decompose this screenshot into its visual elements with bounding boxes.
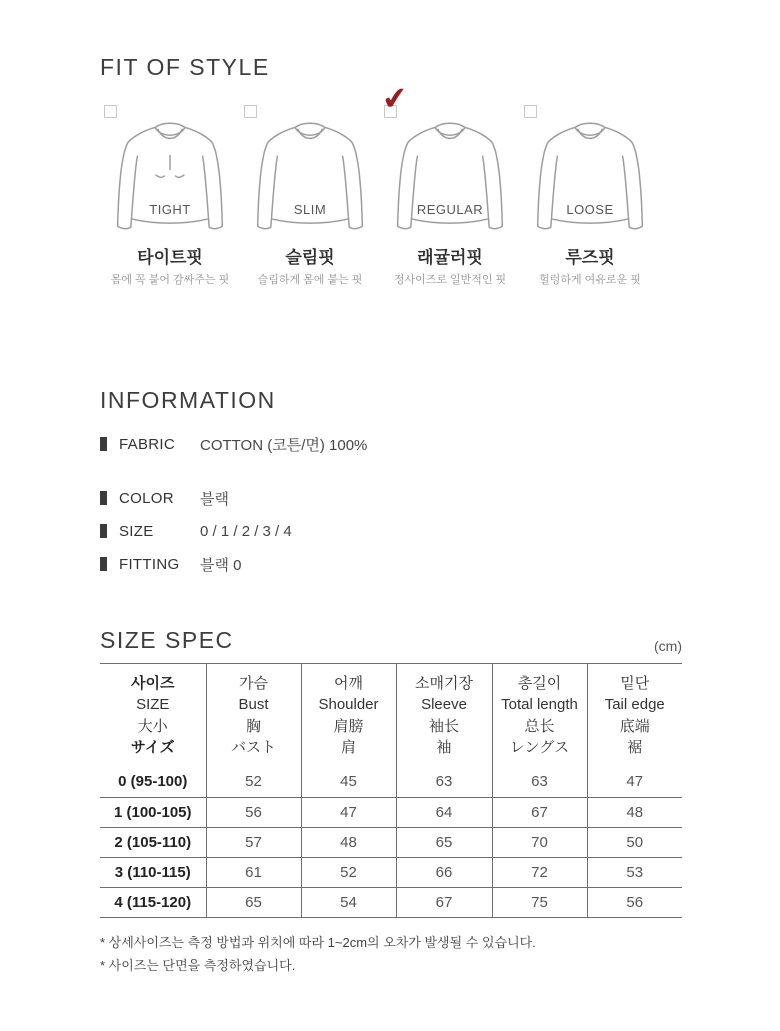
label-bullet-icon: [100, 437, 107, 451]
tight-shirt-label: TIGHT: [149, 202, 191, 217]
size-value: 0 / 1 / 2 / 3 / 4: [200, 522, 292, 540]
table-row: [100, 797, 682, 827]
shirt-icon: [534, 113, 646, 239]
size-cell: 50: [587, 827, 682, 857]
fit-of-style-title: FIT OF STYLE: [100, 54, 270, 80]
fit-item-regular: [380, 79, 520, 287]
size-cell: 57: [206, 827, 301, 857]
label-bullet-icon: [100, 524, 107, 538]
size-cell: 48: [587, 797, 682, 827]
fitting-label: FITTING: [119, 555, 180, 573]
label-bullet-icon: [100, 491, 107, 505]
size-cell: 47: [301, 797, 396, 827]
label-bullet-icon: [100, 557, 107, 571]
slim-shirt-label: SLIM: [293, 202, 327, 217]
fabric-value: COTTON (코튼/면) 100%: [200, 436, 368, 454]
size-notes: [100, 931, 682, 977]
color-value: 블랙: [200, 490, 229, 508]
col-header-tail-edge: 밑단 Tail edge 底端 裾: [587, 664, 682, 768]
fit-of-style-section: [100, 0, 682, 287]
regular-fit-description: 정사이즈로 일반적인 핏: [393, 274, 507, 286]
size-cell: 56: [587, 887, 682, 917]
loose-fit-description: 헐렁하게 여유로운 핏: [539, 274, 641, 286]
size-cell: 72: [492, 857, 587, 887]
shirt-icon: [114, 113, 226, 239]
size-cell: 66: [396, 857, 492, 887]
tight-fit-name: 타이트핏: [137, 248, 203, 267]
info-row-fitting: [100, 554, 682, 574]
size-cell: 65: [206, 887, 301, 917]
size-cell: 70: [492, 827, 587, 857]
loose-fit-name: 루즈핏: [565, 248, 615, 267]
size-cell: 63: [396, 767, 492, 797]
fit-item-loose: [520, 105, 660, 287]
size-cell: 53: [587, 857, 682, 887]
size-spec-title: SIZE SPEC: [100, 627, 234, 653]
size-spec-section: [100, 574, 682, 977]
size-cell: 56: [206, 797, 301, 827]
unit-label: (cm): [654, 638, 682, 654]
row-size-label: 3 (110-115): [114, 863, 191, 881]
size-cell: 52: [301, 857, 396, 887]
fit-options-row: [100, 79, 682, 287]
row-size-label: 2 (105-110): [114, 833, 192, 851]
row-size-label: 1 (100-105): [113, 803, 192, 821]
size-label: SIZE: [119, 522, 154, 540]
table-row: [100, 827, 682, 857]
loose-shirt-illustration: [534, 113, 646, 239]
row-size-label: 4 (115-120): [114, 893, 192, 911]
information-section: [100, 287, 682, 574]
size-cell: 61: [206, 857, 301, 887]
color-label: COLOR: [119, 489, 174, 507]
size-cell: 63: [492, 767, 587, 797]
size-cell: 45: [301, 767, 396, 797]
loose-shirt-label: LOOSE: [566, 202, 614, 217]
col-header-size: 사이즈 SIZE 大小 サイズ: [130, 675, 175, 756]
size-cell: 64: [396, 797, 492, 827]
size-cell: 65: [396, 827, 492, 857]
information-title: INFORMATION: [100, 387, 276, 413]
table-header-row: [100, 664, 682, 768]
col-header-total-length: 총길이 Total length 总长 レングス: [492, 664, 587, 768]
fit-item-slim: [240, 105, 380, 287]
size-cell: 52: [206, 767, 301, 797]
fabric-label: FABRIC: [119, 435, 175, 453]
shirt-icon: [254, 113, 366, 239]
size-cell: 67: [492, 797, 587, 827]
note-measure-tolerance: * 상세사이즈는 측정 방법과 위치에 따라 1~2cm의 오차가 발생될 수 있습니다.: [100, 934, 536, 950]
size-spec-table: [100, 663, 682, 918]
size-cell: 48: [301, 827, 396, 857]
info-row-fabric: [100, 434, 682, 454]
table-row: [100, 857, 682, 887]
col-header-sleeve: 소매기장 Sleeve 袖长 袖: [396, 664, 492, 768]
size-cell: 54: [301, 887, 396, 917]
fit-item-tight: [100, 105, 240, 287]
shirt-icon: [394, 113, 506, 239]
slim-fit-name: 슬림핏: [285, 248, 335, 267]
slim-fit-description: 슬림하게 몸에 붙는 핏: [257, 274, 363, 286]
slim-shirt-illustration: [254, 113, 366, 239]
regular-shirt-illustration: [394, 113, 506, 239]
note-flat-measure: * 사이즈는 단면을 측정하였습니다.: [100, 957, 296, 973]
size-cell: 47: [587, 767, 682, 797]
red-checkmark-icon: ✔: [380, 79, 410, 118]
col-header-bust: 가슴 Bust 胸 バスト: [206, 664, 301, 768]
table-row: [100, 887, 682, 917]
fitting-value: 블랙 0: [200, 556, 242, 574]
row-size-label: 0 (95-100): [118, 773, 188, 791]
tight-shirt-illustration: [114, 113, 226, 239]
info-row-size: [100, 521, 682, 541]
regular-shirt-label: REGULAR: [416, 202, 484, 217]
size-cell: 75: [492, 887, 587, 917]
col-header-shoulder: 어깨 Shoulder 肩膀 肩: [301, 664, 396, 768]
regular-fit-name: 래귤러핏: [417, 248, 483, 267]
size-cell: 67: [396, 887, 492, 917]
info-row-color: [100, 488, 682, 508]
table-row: [100, 767, 682, 797]
tight-fit-description: 몸에 꼭 붙어 감싸주는 핏: [110, 274, 230, 286]
